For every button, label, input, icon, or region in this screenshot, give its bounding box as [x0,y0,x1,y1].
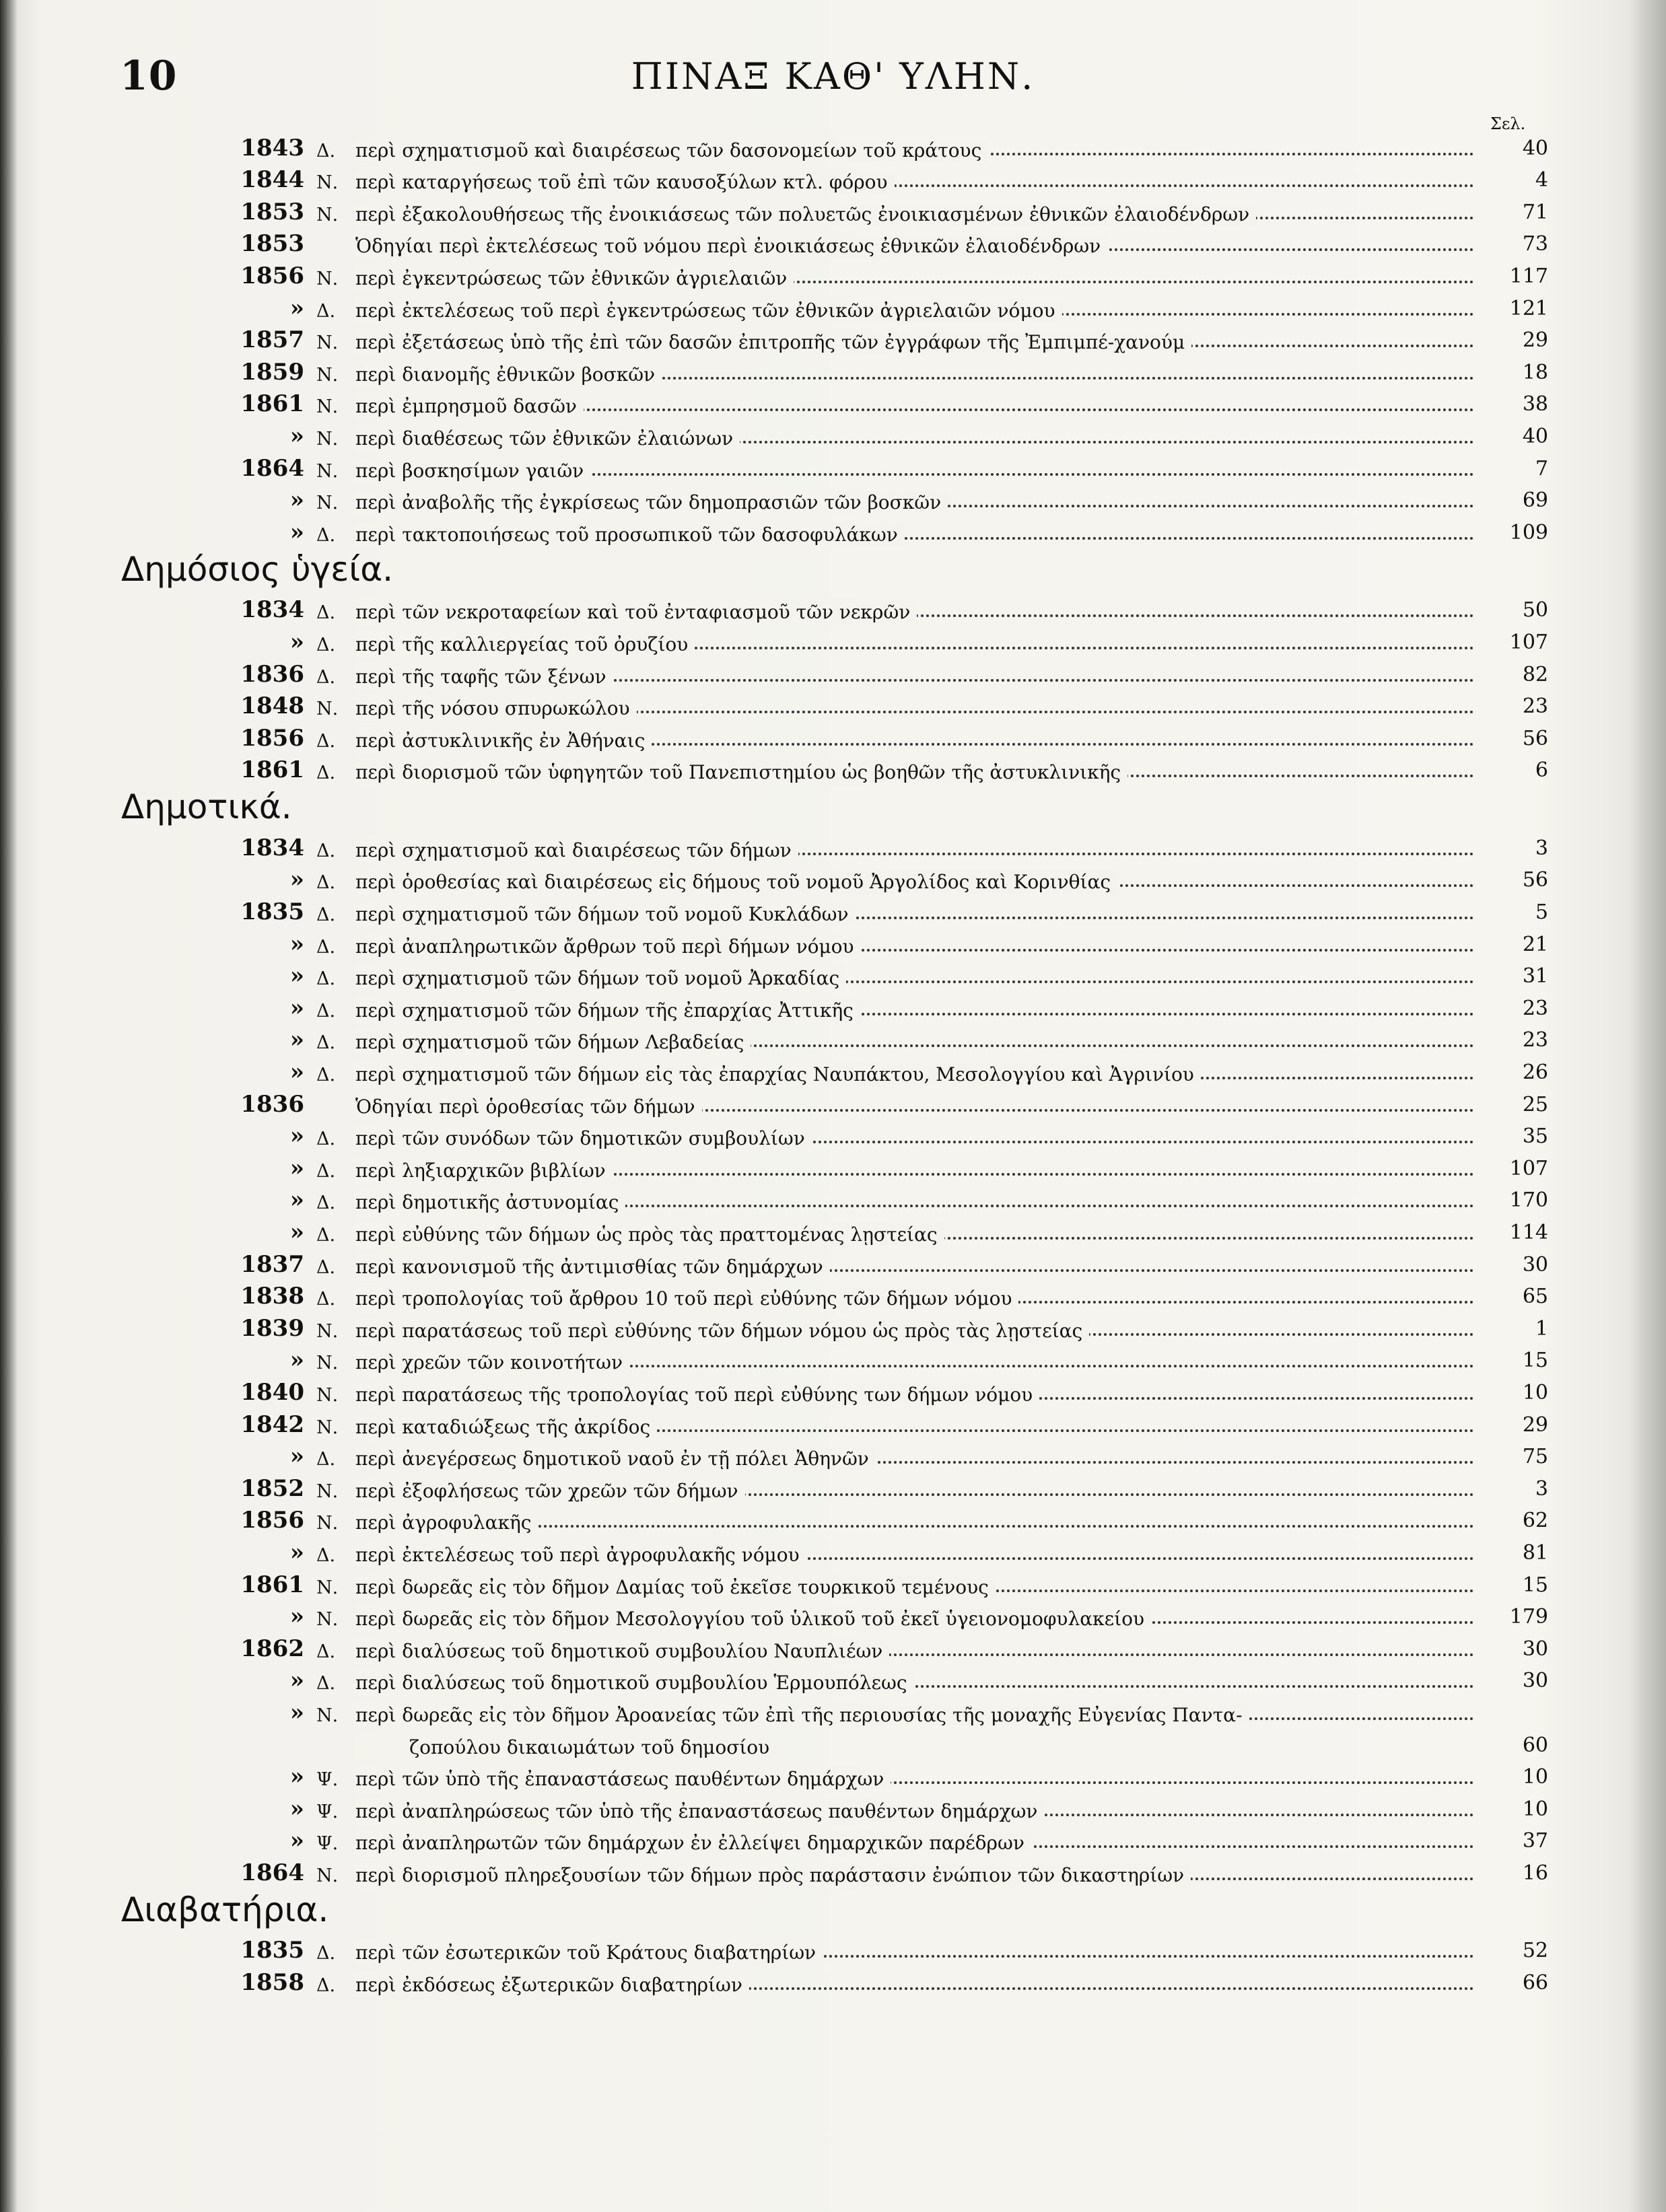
entry-type: Ν. [316,1865,339,1886]
entry-year: 1856 [240,1507,304,1534]
entry-type: Ν. [316,1705,339,1726]
entry-year: 1844 [240,166,304,194]
entry-page: 117 [1509,264,1548,288]
entry-type: Ψ. [316,1769,339,1791]
entry-year: 1864 [240,454,304,482]
entry-title: περὶ κανονισμοῦ τῆς ἀντιμισθίας τῶν δημάρχων [355,1256,1474,1278]
entry-year: » [289,1026,304,1054]
entry-title: περὶ ἐκδόσεως ἐξωτερικῶν διαβατηρίων [355,1974,1474,1996]
entry-year: 1861 [240,390,304,418]
entry-type: Δ. [316,1449,336,1470]
entry-page: 71 [1522,200,1548,224]
index-entry [101,162,1548,194]
entry-page: 73 [1522,232,1548,256]
index-entry [101,1278,1548,1310]
index-entry [101,289,1548,322]
entry-type: Δ. [316,1065,336,1086]
entry-year: » [289,628,304,655]
entry-year: 1861 [240,1571,304,1598]
index-entry [101,861,1548,894]
entry-year: 1852 [240,1474,304,1502]
index-entry [101,1790,1548,1822]
entry-title: περὶ τῶν νεκροταφείων καὶ τοῦ ἐνταφιασμοῦ τῶν νεκρῶν [355,601,1474,623]
index-entry [101,1149,1548,1182]
index-entry [101,1694,1548,1726]
index-entry [101,1053,1548,1085]
entry-page: 69 [1522,489,1548,513]
page-edge [1629,0,1666,2212]
index-entry [101,1373,1548,1406]
index-entry [101,1630,1548,1662]
index-entry [101,513,1548,546]
section-heading: Δημοτικά. [121,787,292,827]
entry-page: 170 [1509,1188,1548,1213]
entry-type: Ν. [316,1417,339,1438]
entry-year: » [289,422,304,450]
index-entry [101,1182,1548,1214]
entry-title: περὶ τακτοποιήσεως τοῦ προσωπικοῦ τῶν δασοφυλάκων [355,524,1474,546]
entry-type: Ν. [316,332,339,354]
index-entry [101,893,1548,925]
entry-page: 65 [1522,1285,1548,1309]
entry-page [1474,1725,1548,1726]
entry-page: 16 [1522,1861,1548,1885]
entry-title: περὶ δωρεᾶς εἰς τὸν δῆμον Ἀροανείας τῶν ἐπὶ τῆς περιουσίας τῆς μοναχῆς Εὐγενίας Παντα- [355,1704,1474,1726]
entry-title: περὶ δωρεᾶς εἰς τὸν δῆμον Δαμίας τοῦ ἐκεῖσε τουρκικοῦ τεμένους [355,1576,1474,1598]
entry-page: 37 [1522,1829,1548,1853]
entry-type: Δ. [316,1129,336,1150]
index-entry [101,688,1548,720]
entry-title: περὶ σχηματισμοῦ τῶν δήμων Λεβαδείας [355,1031,1474,1053]
entry-year: 1843 [240,134,304,162]
entry-title: περὶ δωρεᾶς εἰς τὸν δῆμον Μεσολογγίου τοῦ ὑλικοῦ τοῦ ἐκεῖ ὑγειονομοφυλακείου [355,1608,1474,1630]
index-entry [101,1213,1548,1246]
entry-year: 1856 [240,262,304,289]
entry-page: 107 [1509,630,1548,654]
binding-shadow [0,0,18,2212]
entry-page: 21 [1522,932,1548,956]
index-entry [101,1566,1548,1598]
entry-type: Δ. [316,968,336,990]
entry-title: περὶ τῶν συνόδων τῶν δημοτικῶν συμβουλίων [355,1127,1474,1149]
entry-page: 26 [1522,1061,1548,1085]
entry-title: περὶ διορισμοῦ τῶν ὑφηγητῶν τοῦ Πανεπιστημίου ὡς βοηθῶν τῆς ἀστυκλινικῆς [355,761,1474,783]
entry-title: περὶ χρεῶν τῶν κοινοτήτων [355,1351,1474,1373]
entry-page: 62 [1522,1509,1548,1533]
entry-type: Ν. [316,460,339,482]
section-heading: Δημόσιος ὑγεία. [121,549,394,589]
index-entry [101,1246,1548,1278]
entry-page: 1 [1535,1316,1548,1341]
entry-page: 107 [1509,1156,1548,1180]
index-entry [101,322,1548,354]
entry-page: 3 [1535,1476,1548,1501]
entry-title: περὶ ἀστυκλινικῆς ἐν Ἀθήναις [355,729,1474,752]
entry-year: 1859 [240,358,304,386]
index-entry [101,752,1548,784]
entry-type: Ν. [316,1353,339,1374]
entry-year: 1861 [240,756,304,784]
entry-page: 23 [1522,694,1548,719]
entry-title: περὶ διορισμοῦ πληρεξουσίων τῶν δήμων πρὸς παράστασιν ἐνώπιον τῶν δικαστηρίων [355,1864,1474,1886]
entry-page: 29 [1522,1413,1548,1437]
entry-page: 3 [1535,836,1548,860]
entry-page: 23 [1522,996,1548,1020]
entry-title: περὶ ἀναπληρώσεως τῶν ὑπὸ τῆς ἐπαναστάσεως παυθέντων δημάρχων [355,1800,1474,1822]
entry-title: περὶ ἐξακολουθήσεως τῆς ἐνοικιάσεως τῶν πολυετῶς ἐνοικιασμένων ἐθνικῶν ἐλαιοδένδρων [355,203,1474,225]
entry-type: Δ. [316,762,336,784]
entry-type: Ν. [316,172,339,194]
entry-year: » [289,518,304,546]
index-entry [101,1502,1548,1534]
index-entry [101,958,1548,990]
index-entry [101,193,1548,225]
entry-year: » [289,1347,304,1374]
entry-type: Δ. [316,1000,336,1022]
index-entry [101,257,1548,289]
entry-year: 1856 [240,724,304,752]
entry-page: 31 [1522,964,1548,989]
entry-type: Ν. [316,699,339,720]
entry-page: 52 [1522,1939,1548,1963]
entry-title: περὶ τῆς ταφῆς τῶν ξένων [355,666,1474,688]
entry-year: » [289,1186,304,1214]
entry-year: 1835 [240,1937,304,1964]
entry-type: Ν. [316,1384,339,1406]
entry-title: περὶ καταδιώξεως τῆς ἀκρίδος [355,1416,1474,1438]
entry-year: 1835 [240,898,304,926]
entry-title: περὶ σχηματισμοῦ τῶν δήμων εἰς τὰς ἐπαρχίας Ναυπάκτου, Μεσολογγίου καὶ Ἀγρινίου [355,1063,1474,1085]
entry-type: Δ. [316,1975,336,1997]
entry-page: 23 [1522,1028,1548,1053]
entry-title: περὶ τῆς καλλιεργείας τοῦ ὀρυζίου [355,633,1474,655]
entry-title: περὶ ἐξετάσεως ὑπὸ τῆς ἐπὶ τῶν δασῶν ἐπιτροπῆς τῶν ἐγγράφων τῆς Ἐμπιμπέ-χανούμ [355,331,1474,353]
index-entry [101,1470,1548,1502]
index-entry [101,353,1548,386]
entry-type: Δ. [316,936,336,958]
entry-page: 30 [1522,1669,1548,1693]
index-entry [101,925,1548,958]
entry-type: Δ. [316,904,336,926]
entry-title: περὶ τῶν ἐσωτερικῶν τοῦ Κράτους διαβατηρίων [355,1941,1474,1964]
entry-page: 179 [1509,1605,1548,1629]
index-entry [101,1438,1548,1470]
entry-page: 75 [1522,1445,1548,1469]
entry-title: περὶ διανομῆς ἐθνικῶν βοσκῶν [355,363,1474,386]
entry-title: περὶ ἀναπληρωτῶν τῶν δημάρχων ἐν ἐλλείψει δημαρχικῶν παρέδρων [355,1832,1474,1854]
entry-page: 15 [1522,1349,1548,1373]
index-entry [101,1662,1548,1694]
entry-type: Ν. [316,1320,339,1342]
entry-year: » [289,1795,304,1822]
entry-title: περὶ βοσκησίμων γαιῶν [355,460,1474,482]
index-entry [101,1964,1548,1996]
entry-title: περὶ ὁροθεσίας καὶ διαιρέσεως εἰς δήμους τοῦ νομοῦ Ἀργολίδος καὶ Κορινθίας [355,871,1474,893]
entry-page: 30 [1522,1637,1548,1661]
entry-type: Δ. [316,634,336,655]
index-entry [101,450,1548,482]
entry-page: 25 [1522,1092,1548,1116]
index-entry [101,225,1548,258]
entry-page: 121 [1509,296,1548,320]
entry-title: περὶ τροπολογίας τοῦ ἄρθρου 10 τοῦ περὶ εὐθύνης τῶν δήμων νόμου [355,1287,1474,1310]
entry-page: 40 [1522,424,1548,448]
entry-title: περὶ σχηματισμοῦ καὶ διαιρέσεως τῶν δήμων [355,839,1474,861]
index-entry [101,655,1548,688]
entry-page: 81 [1522,1540,1548,1565]
index-entry [101,623,1548,655]
entry-year: 1858 [240,1969,304,1997]
entry-title: περὶ τῆς νόσου σπυρωκώλου [355,697,1474,719]
entry-year: » [289,1667,304,1694]
entry-type: Δ. [316,1544,336,1566]
entry-year: 1839 [240,1314,304,1342]
page-number: 10 [120,52,178,100]
entry-page: 56 [1522,868,1548,892]
entry-page: 10 [1522,1765,1548,1789]
entry-page: 10 [1522,1380,1548,1404]
entry-page: 114 [1509,1221,1548,1244]
entry-title: περὶ διαλύσεως τοῦ δημοτικοῦ συμβουλίου Ἑρμουπόλεως [355,1672,1474,1694]
entry-type: Ν. [316,428,339,450]
entry-page: 50 [1522,598,1548,622]
entry-year: » [289,994,304,1022]
entry-title: περὶ σχηματισμοῦ τῶν δήμων τοῦ νομοῦ Κυκλάδων [355,903,1474,925]
entry-type: Ψ. [316,1801,339,1822]
entry-title: περὶ σχηματισμοῦ τῶν δήμων τῆς ἐπαρχίας Ἀττικῆς [355,999,1474,1022]
entry-title: περὶ διαθέσεως τῶν ἐθνικῶν ἐλαιώνων [355,427,1474,450]
section-heading: Διαβατήρια. [121,1890,329,1929]
entry-type: Ν. [316,1480,339,1502]
entry-type: Ν. [316,1609,339,1631]
entry-year: 1838 [240,1283,304,1310]
entry-year: 1853 [240,198,304,225]
entry-page: 40 [1522,136,1548,160]
index-entry [101,592,1548,624]
index-entry [101,719,1548,752]
entry-title: περὶ ἐγκεντρώσεως τῶν ἐθνικῶν ἀγριελαιῶν [355,267,1474,289]
entry-title: περὶ παρατάσεως τῆς τροπολογίας τοῦ περὶ εὐθύνης των δήμων νόμου [355,1384,1474,1406]
entry-title: περὶ εὐθύνης τῶν δήμων ὡς πρὸς τὰς πραττομένας λῃστείας [355,1223,1474,1246]
index-entry [101,1406,1548,1438]
entry-type: Ν. [316,364,339,386]
entry-title: περὶ ἐξοφλήσεως τῶν χρεῶν τῶν δήμων [355,1480,1474,1502]
entry-year: » [289,1059,304,1086]
index-entry [101,1342,1548,1374]
index-entry [101,1085,1548,1118]
entry-type: Δ. [316,1032,336,1054]
entry-type: Δ. [316,1192,336,1214]
index-entry [101,386,1548,418]
entry-page: 30 [1522,1252,1548,1277]
index-entry [101,1854,1548,1886]
entry-type: Ν. [316,204,339,225]
entry-title: περὶ δημοτικῆς ἀστυνομίας [355,1191,1474,1213]
entry-year: » [289,1699,304,1726]
entry-page: 15 [1522,1573,1548,1597]
entry-type: Δ. [316,140,336,162]
index-entry [101,1758,1548,1791]
entry-title: Ὁδηγίαι περὶ ἐκτελέσεως τοῦ νόμου περὶ ἐνοικιάσεως ἐθνικῶν ἐλαιοδένδρων [355,235,1474,257]
entry-year: » [289,1763,304,1791]
entry-title: περὶ παρατάσεως τοῦ περὶ εὐθύνης τῶν δήμων νόμου ὡς πρὸς τὰς λῃστείας [355,1320,1474,1342]
entry-type: Ν. [316,1577,339,1598]
entry-year: » [289,1538,304,1566]
entry-year: 1853 [240,230,304,258]
entry-page: 109 [1509,520,1548,544]
index-entry [101,1310,1548,1342]
index-entry [101,1118,1548,1150]
entry-year: 1864 [240,1859,304,1886]
entry-title: περὶ σχηματισμοῦ καὶ διαιρέσεως τῶν δασονομείων τοῦ κράτους [355,139,1474,162]
entry-page: 7 [1535,456,1548,480]
entry-title: περὶ ἐμπρησμοῦ δασῶν [355,395,1474,417]
entry-year: » [289,487,304,514]
entry-title: περὶ τῶν ὑπὸ τῆς ἐπαναστάσεως παυθέντων δημάρχων [355,1768,1474,1790]
entry-page: 35 [1522,1125,1548,1149]
entry-page: 82 [1522,662,1548,686]
entry-title: περὶ καταργήσεως τοῦ ἐπὶ τῶν καυσοξύλων κτλ. φόρου [355,171,1474,193]
index-entry [101,482,1548,514]
entry-type: Δ. [316,1225,336,1246]
entry-title: περὶ ἀνεγέρσεως δημοτικοῦ ναοῦ ἐν τῇ πόλει Ἀθηνῶν [355,1448,1474,1470]
index-entry [101,1726,1548,1758]
entry-year: » [289,962,304,990]
entry-year: 1836 [240,660,304,688]
index-content [101,129,1548,1996]
entry-title: περὶ ἀναβολῆς τῆς ἐγκρίσεως τῶν δημοπρασιῶν τῶν βοσκῶν [355,491,1474,513]
entry-type: Δ. [316,1673,336,1694]
entry-year: 1834 [240,596,304,624]
entry-type: Δ. [316,300,336,322]
entry-type: Δ. [316,666,336,688]
entry-year: 1836 [240,1090,304,1118]
entry-type: Ν. [316,396,339,418]
entry-year: » [289,1219,304,1246]
entry-title: περὶ ἀγροφυλακῆς [355,1511,1474,1534]
entry-year: » [289,866,304,894]
entry-year: 1837 [240,1250,304,1278]
entry-year: » [289,1443,304,1470]
index-entry [101,1534,1548,1566]
entry-page: 60 [1522,1733,1548,1757]
entry-year: » [289,1827,304,1855]
entry-title: περὶ διαλύσεως τοῦ δημοτικοῦ συμβουλίου Ναυπλιέων [355,1640,1474,1662]
entry-year: » [289,930,304,958]
entry-page: 5 [1535,900,1548,925]
entry-type: Δ. [316,602,336,624]
index-entry [101,1022,1548,1054]
entry-title: περὶ ἐκτελέσεως τοῦ περὶ ἀγροφυλακῆς νόμου [355,1544,1474,1566]
index-entry [101,989,1548,1022]
entry-type: Ν. [316,493,339,514]
entry-title: περὶ ληξιαρχικῶν βιβλίων [355,1159,1474,1182]
entry-type: Ν. [316,268,339,289]
entry-type: Δ. [316,1641,336,1662]
entry-type: Δ. [316,840,336,861]
entry-year: 1834 [240,834,304,861]
index-entry [101,829,1548,861]
entry-page: 66 [1522,1971,1548,1995]
entry-page: 6 [1535,758,1548,783]
entry-page: 29 [1522,328,1548,353]
entry-year: » [289,1603,304,1631]
entry-year: 1857 [240,326,304,354]
entry-year: » [289,1154,304,1182]
entry-page: 10 [1522,1797,1548,1821]
entry-type: Δ. [316,1289,336,1310]
entry-title: περὶ ἀναπληρωτικῶν ἄρθρων τοῦ περὶ δήμων νόμου [355,935,1474,958]
index-entry [101,1822,1548,1855]
index-entry [101,417,1548,450]
entry-title: περὶ ἐκτελέσεως τοῦ περὶ ἐγκεντρώσεως τῶν ἐθνικῶν ἀγριελαιῶν νόμου [355,299,1474,322]
entry-year: 1848 [240,692,304,720]
entry-type: Δ. [316,1943,336,1964]
index-entry [101,1932,1548,1964]
entry-title: περὶ σχηματισμοῦ τῶν δήμων τοῦ νομοῦ Ἀρκαδίας [355,967,1474,989]
running-head: ΠΙΝΑΞ ΚΑΘ' ΥΛΗΝ. [631,55,1035,98]
entry-title: ζοπούλου δικαιωμάτων τοῦ δημοσίου [355,1736,1474,1758]
entry-year: 1862 [240,1635,304,1662]
index-entry [101,129,1548,162]
index-entry [101,1598,1548,1631]
entry-year: » [289,294,304,322]
entry-type: Ψ. [316,1833,339,1855]
entry-title: Ὁδηγίαι περὶ ὁροθεσίας τῶν δήμων [355,1096,1474,1118]
entry-page: 38 [1522,392,1548,417]
entry-type: Δ. [316,524,336,546]
entry-type: Δ. [316,1256,336,1278]
entry-type: Ν. [316,1513,339,1534]
entry-type: Δ. [316,872,336,894]
entry-type: Δ. [316,730,336,752]
entry-page: 18 [1522,360,1548,384]
entry-year: » [289,1122,304,1150]
entry-page: 4 [1535,168,1548,192]
entry-year: 1840 [240,1378,304,1406]
entry-year: 1842 [240,1411,304,1438]
page-column-label: Σελ. [1490,114,1526,133]
entry-page: 56 [1522,726,1548,750]
entry-type: Δ. [316,1160,336,1182]
